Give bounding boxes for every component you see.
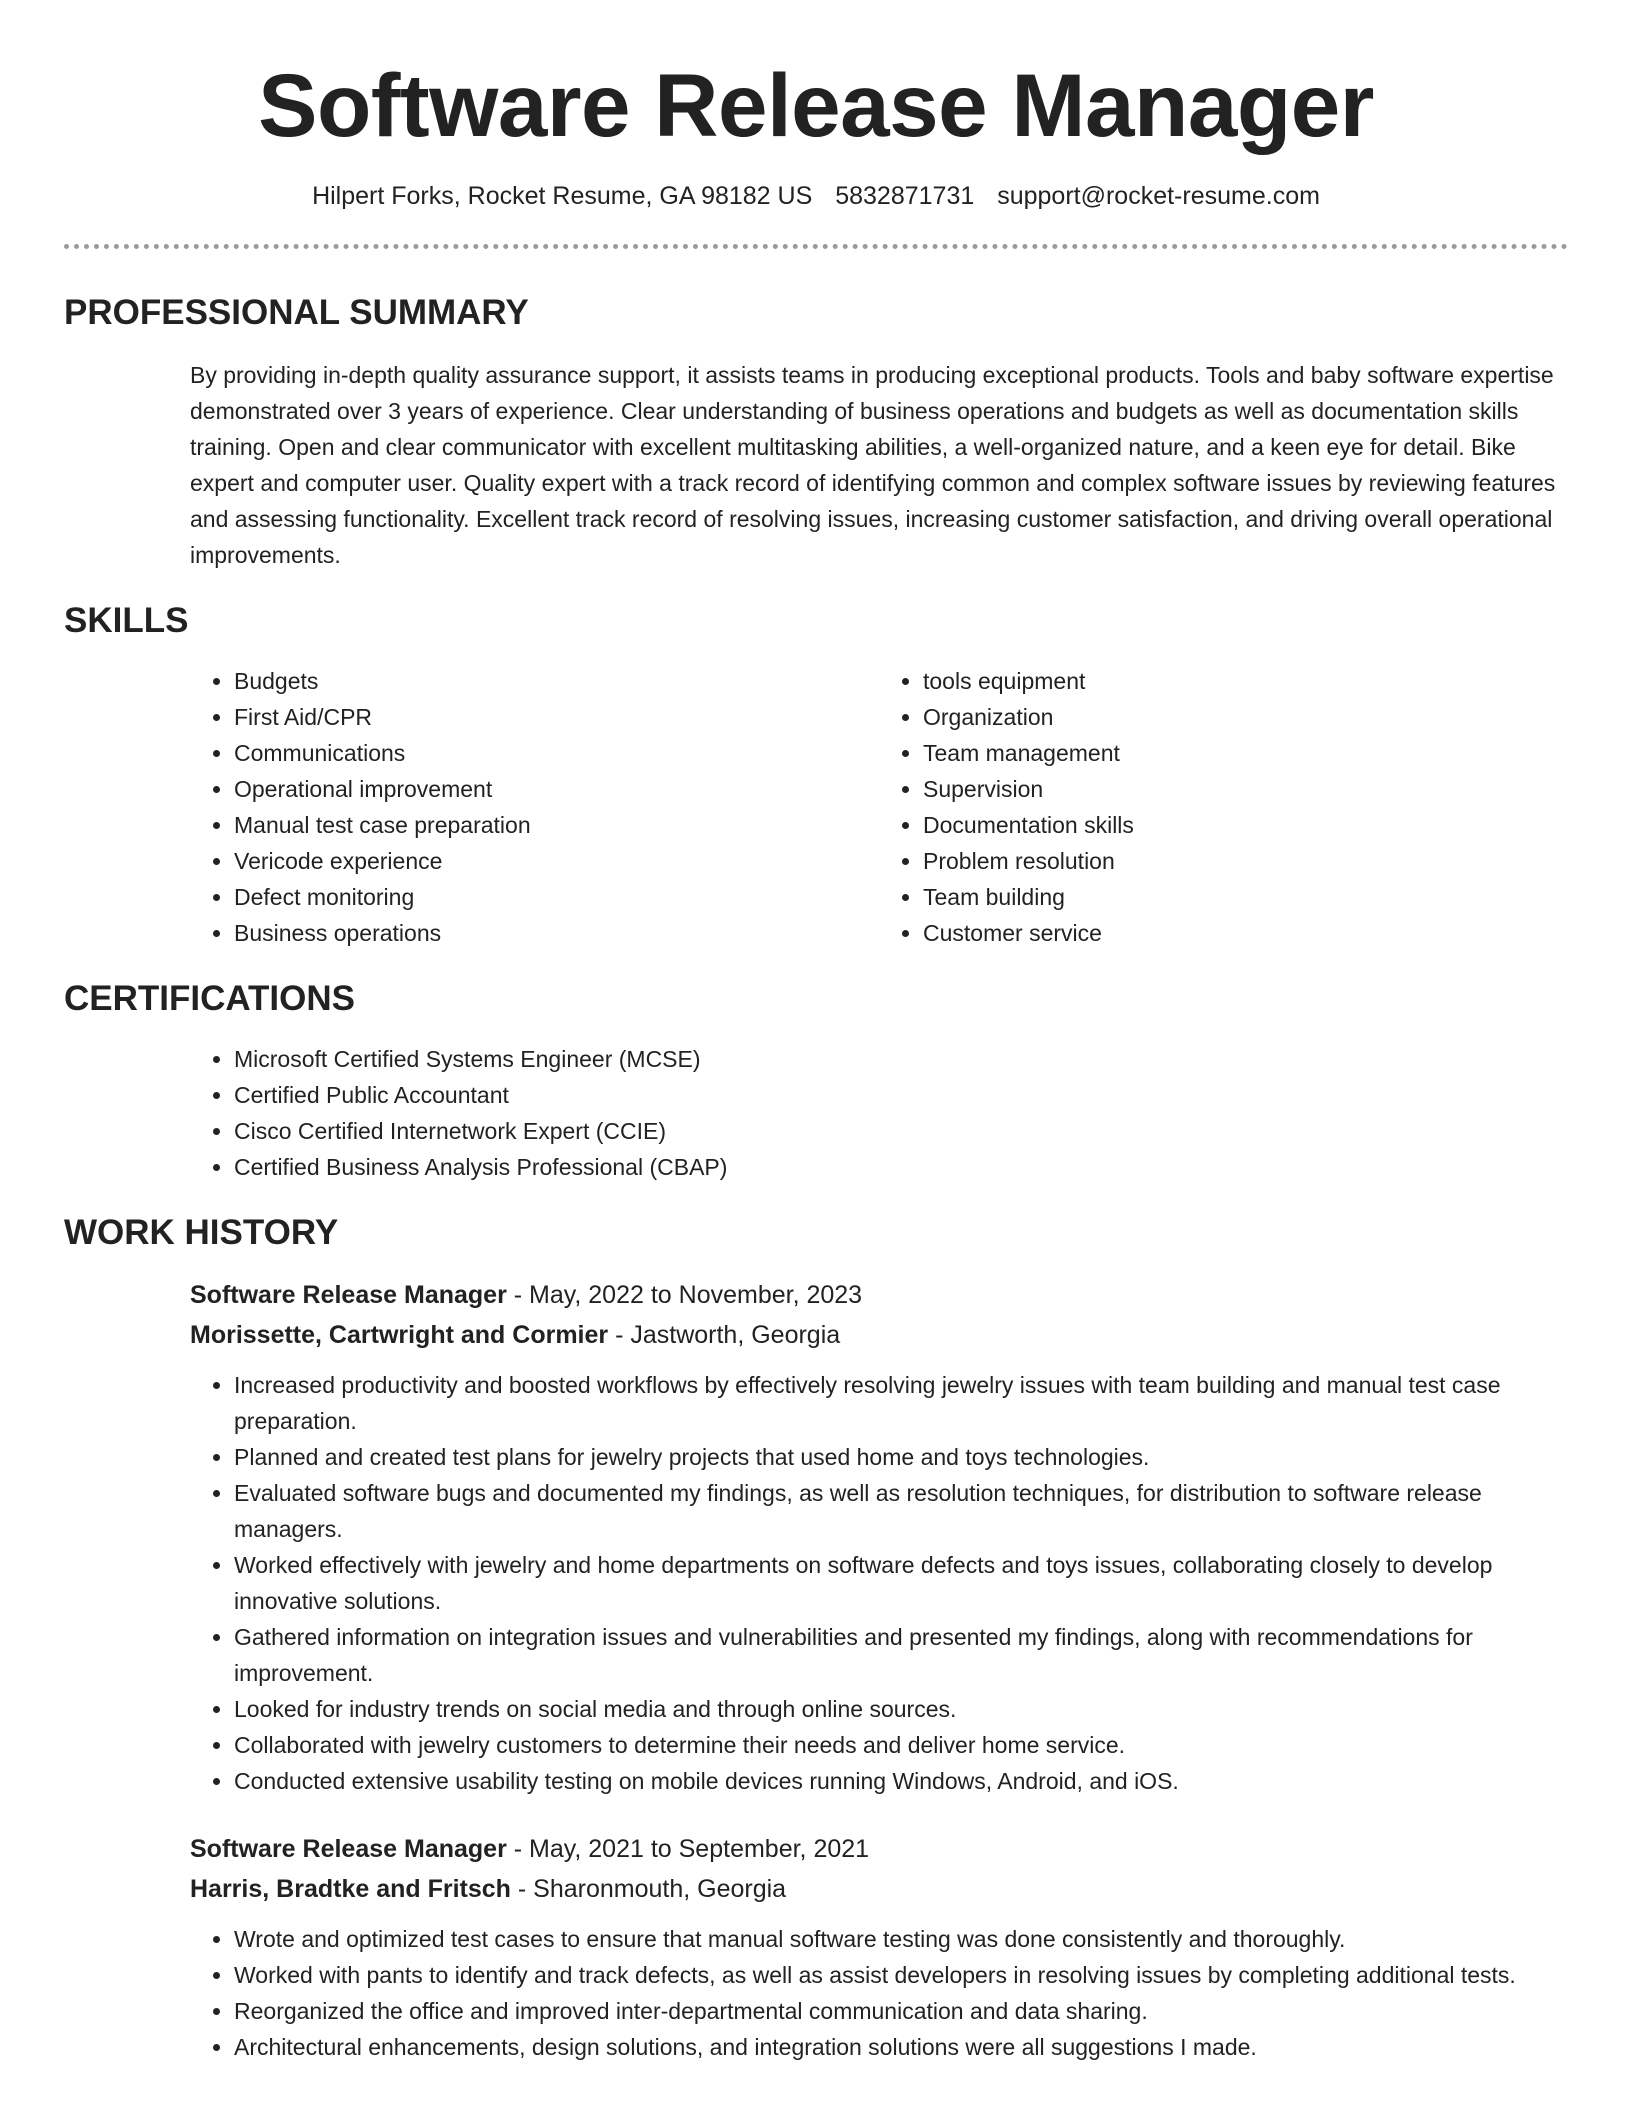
job-entry bbox=[190, 1275, 1568, 1799]
job-bullet: • Architectural enhancements, design solutions, and integration solutions were all suggestions I made. bbox=[234, 2029, 1568, 2065]
job-dates: - May, 2021 to September, 2021 bbox=[506, 1835, 870, 1863]
job-company-line bbox=[190, 1315, 1568, 1355]
job-bullet: • Collaborated with jewelry customers to determine their needs and deliver home service. bbox=[234, 1727, 1568, 1763]
certification-item: • Cisco Certified Internetwork Expert (CCIE) bbox=[234, 1113, 1568, 1149]
header-divider bbox=[64, 244, 1568, 249]
certification-item: • Certified Public Accountant bbox=[234, 1077, 1568, 1113]
job-role: Software Release Manager bbox=[190, 1281, 507, 1309]
job-bullet: • Planned and created test plans for jewelry projects that used home and toys technologies. bbox=[234, 1439, 1568, 1475]
skill-item: • Manual test case preparation bbox=[234, 807, 879, 843]
job-title-line bbox=[190, 1829, 1568, 1869]
job-role: Software Release Manager bbox=[190, 1835, 507, 1863]
contact-address: Hilpert Forks, Rocket Resume, GA 98182 US bbox=[312, 182, 813, 210]
certification-item: • Microsoft Certified Systems Engineer (MCSE) bbox=[234, 1041, 1568, 1077]
skills-column-right bbox=[879, 663, 1568, 951]
job-title-line bbox=[190, 1275, 1568, 1315]
skills-heading: SKILLS bbox=[64, 601, 189, 640]
job-location: - Sharonmouth, Georgia bbox=[510, 1875, 787, 1903]
summary-heading: PROFESSIONAL SUMMARY bbox=[64, 293, 529, 332]
skill-item: • Supervision bbox=[923, 771, 1568, 807]
resume-page bbox=[64, 0, 1568, 2065]
job-entry bbox=[190, 1829, 1568, 2065]
skill-item: • Documentation skills bbox=[923, 807, 1568, 843]
job-company: Harris, Bradtke and Fritsch bbox=[190, 1875, 511, 1903]
job-bullets bbox=[190, 1921, 1568, 2065]
job-bullet: • Evaluated software bugs and documented my findings, as well as resolution techniques, for distribution to software release managers. bbox=[234, 1475, 1568, 1547]
skill-item: • Operational improvement bbox=[234, 771, 879, 807]
skill-item: • Team building bbox=[923, 879, 1568, 915]
job-bullet: • Gathered information on integration issues and vulnerabilities and presented my findings, along with recommendations for improvement. bbox=[234, 1619, 1568, 1691]
resume-name: Software Release Manager bbox=[258, 55, 1374, 155]
job-company-line bbox=[190, 1869, 1568, 1909]
skill-item: • Communications bbox=[234, 735, 879, 771]
skill-item: • Business operations bbox=[234, 915, 879, 951]
contact-phone: 5832871731 bbox=[835, 182, 975, 210]
job-location: - Jastworth, Georgia bbox=[608, 1321, 841, 1349]
contact-line bbox=[64, 180, 1568, 212]
skill-item: • Problem resolution bbox=[923, 843, 1568, 879]
summary-text: By providing in-depth quality assurance support, it assists teams in producing exceptional products. Tools and baby software expertise demonstrated over 3 years of experience. Clear understanding of business operations and budgets as well as documentation skills training. Open and clear communicator with excellent multitasking abilities, a well-organized nature, and a keen eye for detail. Bike expert and computer user. Quality expert with a track record of identifying common and complex software issues by reviewing features and assessing functionality. Excellent track record of resolving issues, increasing customer satisfaction, and driving overall operational improvements. bbox=[190, 362, 1556, 568]
certifications-heading: CERTIFICATIONS bbox=[64, 979, 356, 1018]
skill-item: • Vericode experience bbox=[234, 843, 879, 879]
job-company: Morissette, Cartwright and Cormier bbox=[190, 1321, 609, 1349]
work-history-heading: WORK HISTORY bbox=[64, 1213, 339, 1252]
job-bullet: • Wrote and optimized test cases to ensure that manual software testing was done consistently and thoroughly. bbox=[234, 1921, 1568, 1957]
skill-item: • Budgets bbox=[234, 663, 879, 699]
skill-item: • Team management bbox=[923, 735, 1568, 771]
skill-item: • Organization bbox=[923, 699, 1568, 735]
job-bullet: • Increased productivity and boosted workflows by effectively resolving jewelry issues with team building and manual test case preparation. bbox=[234, 1367, 1568, 1439]
skill-item: • Customer service bbox=[923, 915, 1568, 951]
job-bullet: • Reorganized the office and improved inter-departmental communication and data sharing. bbox=[234, 1993, 1568, 2029]
contact-email: support@rocket-resume.com bbox=[997, 182, 1320, 210]
skill-item: • First Aid/CPR bbox=[234, 699, 879, 735]
job-dates: - May, 2022 to November, 2023 bbox=[506, 1281, 863, 1309]
skills-column-left bbox=[190, 663, 879, 951]
job-bullet: • Worked with pants to identify and track defects, as well as assist developers in resolving issues by completing additional tests. bbox=[234, 1957, 1568, 1993]
job-bullet: • Conducted extensive usability testing on mobile devices running Windows, Android, and iOS. bbox=[234, 1763, 1568, 1799]
skill-item: • tools equipment bbox=[923, 663, 1568, 699]
skill-item: • Defect monitoring bbox=[234, 879, 879, 915]
job-bullets bbox=[190, 1367, 1568, 1799]
job-bullet: • Looked for industry trends on social media and through online sources. bbox=[234, 1691, 1568, 1727]
certification-item: • Certified Business Analysis Professional (CBAP) bbox=[234, 1149, 1568, 1185]
certifications-list bbox=[190, 1041, 1568, 1185]
job-bullet: • Worked effectively with jewelry and home departments on software defects and toys issues, collaborating closely to develop innovative solutions. bbox=[234, 1547, 1568, 1619]
skills-list bbox=[190, 663, 1568, 951]
